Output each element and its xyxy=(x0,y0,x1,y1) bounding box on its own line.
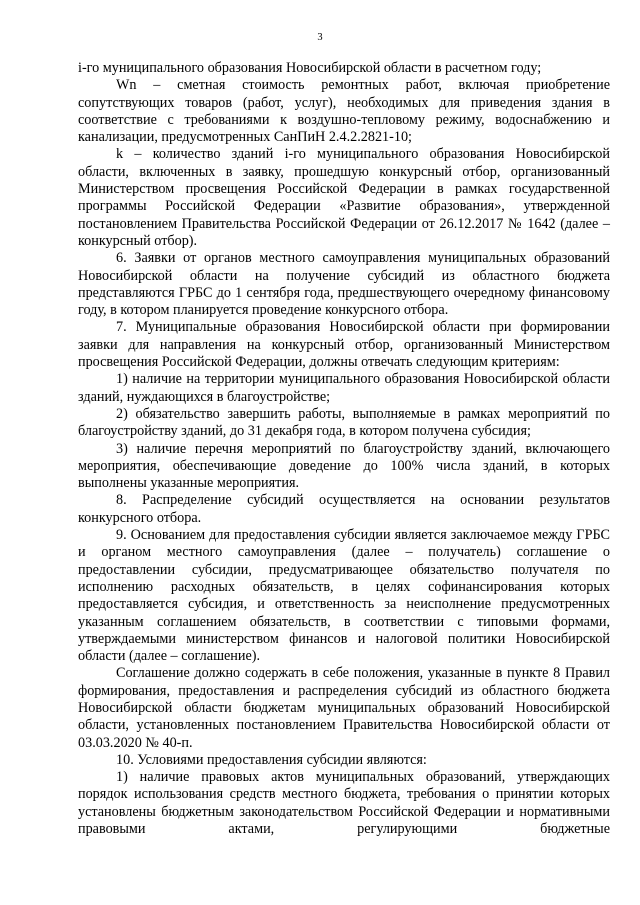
paragraph-item-6: 6. Заявки от органов местного самоуправления муниципальных образований Новосибирской области на получение субсидий из областного бюджета представляются ГРБС до 1 сентября года, предшествующего очередному финансовому году, в котором планируется проведение конкурсного отбора. xyxy=(78,250,610,319)
paragraph-definition-k: k – количество зданий i-го муниципального образования Новосибирской области, включенных в заявку, прошедшую конкурсный отбор, организованный Министерством просвещения Российской Федерации в рамках государственной программы Российской Федерации «Развитие образования», утвержденной постановлением Правительства Российской Федерации от 26.12.2017 № 1642 (далее – конкурсный отбор). xyxy=(78,146,610,249)
list-item-7-3: 3) наличие перечня мероприятий по благоустройству зданий, включающего мероприятия, обеспечивающие доведение до 100% числа зданий, в которых выполнены указанные мероприятия. xyxy=(78,440,610,492)
list-item-10-1: 1) наличие правовых актов муниципальных образований, утверждающих порядок использования средств местного бюджета, требования о принятии которых установлены бюджетным законодательством Российской Федерации и нормативными правовыми актами, регулирующими бюджетные xyxy=(78,769,610,838)
page-number: 3 xyxy=(317,32,323,43)
list-item-7-1: 1) наличие на территории муниципального образования Новосибирской области зданий, нуждающихся в благоустройстве; xyxy=(78,371,610,405)
document-body xyxy=(78,60,610,838)
list-item-7-2: 2) обязательство завершить работы, выполняемые в рамках мероприятий по благоустройству зданий, до 31 декабря года, в котором получена субсидия; xyxy=(78,405,610,440)
paragraph-item-7: 7. Муниципальные образования Новосибирской области при формировании заявки для направления на конкурсный отбор, организованный Министерством просвещения Российской Федерации, должны отвечать следующим критериям: xyxy=(78,319,610,371)
paragraph-agreement: Соглашение должно содержать в себе положения, указанные в пункте 8 Правил формирования, предоставления и распределения субсидий из областного бюджета Новосибирской области бюджетам муниципальных образований Новосибирской области, установленных постановлением Правительства Новосибирской области от 03.03.2020 № 40-п. xyxy=(78,665,610,751)
paragraph-item-10: 10. Условиями предоставления субсидии являются: xyxy=(116,751,427,768)
paragraph-definition-wn: Wn – сметная стоимость ремонтных работ, включая приобретение сопутствующих товаров (работ, услуг), необходимых для приведения здания в соответствие с требованиями к воздушно-тепловому режиму, водоснабжению и канализации, предусмотренных СанПиН 2.4.2.2821-10; xyxy=(78,77,610,146)
paragraph-item-9: 9. Основанием для предоставления субсидии является заключаемое между ГРБС и органом местного самоуправления (далее – получатель) соглашение о предоставлении субсидии, предусматривающее обязательство получателя по исполнению расходных обязательств, в целях софинансирования которых предоставляется субсидия, и ответственность за неисполнение предусмотренных указанным соглашением обязательств, в соответствии с типовыми формами, утверждаемыми министерством финансов и налоговой политики Новосибирской области (далее – соглашение). xyxy=(78,527,610,665)
paragraph-continuation: i-го муниципального образования Новосибирской области в расчетном году; xyxy=(78,60,542,76)
paragraph-item-8: 8. Распределение субсидий осуществляется на основании результатов конкурсного отбора. xyxy=(78,492,610,526)
